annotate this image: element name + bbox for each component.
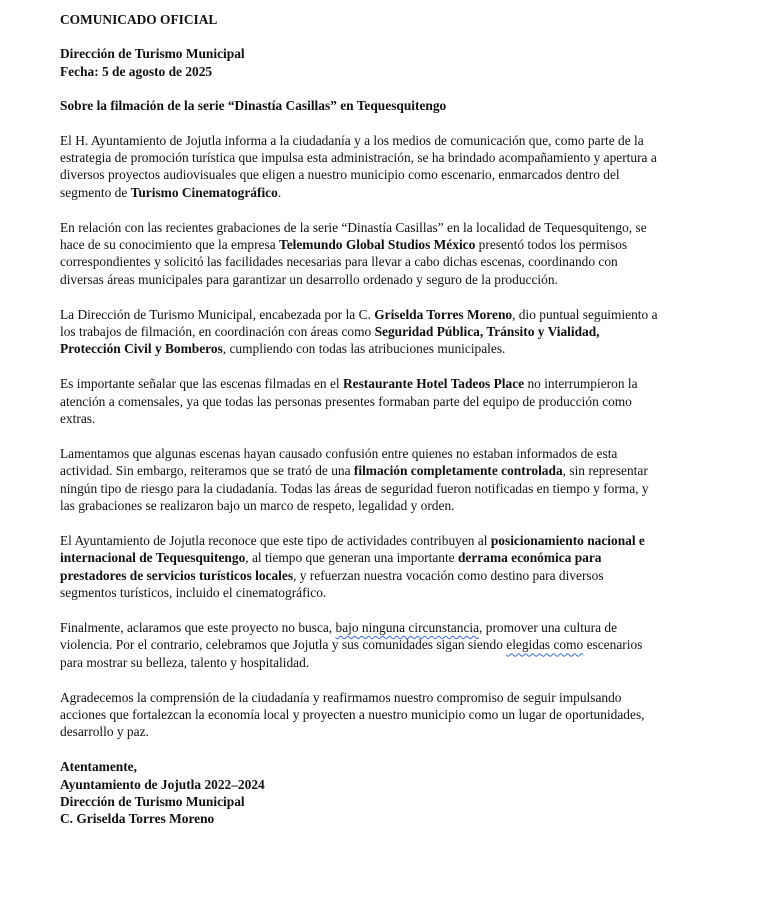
paragraph-7-text-1: Finalmente, aclaramos que este proyecto no busca, [60, 619, 336, 635]
paragraph-4-bold-1: Restaurante Hotel Tadeos Place [342, 376, 525, 392]
paragraph-8-text-1: Agradecemos la comprensión de la ciudadanía y reafirmamos nuestro compromiso de seguir impulsando acciones que fortalezcan la economía local y proyecten a nuestro municipio como un lugar de oportunidades, desarrollo y paz. [60, 689, 645, 740]
paragraph-6-text-1: El Ayuntamiento de Jojutla reconoce que este tipo de actividades contribuyen al [60, 532, 491, 548]
signature-name: C. Griselda Torres Moreno [60, 811, 215, 827]
signature-org: Ayuntamiento de Jojutla 2022–2024 [60, 776, 265, 792]
paragraph-3-text-2: , dio puntual seguimiento a los trabajos de filmación, en coordinación con áreas como [60, 306, 658, 340]
signature-closing: Atentamente, [60, 759, 137, 775]
paragraph-6-bold-1: posicionamiento nacional e internacional de Tequesquitengo [60, 532, 645, 566]
document-subject: Sobre la filmación de la serie “Dinastía Casillas” en Tequesquitengo [60, 98, 447, 114]
paragraph-4 [60, 375, 660, 427]
paragraph-6 [60, 532, 660, 602]
paragraph-2 [60, 219, 660, 289]
spellcheck-underlined-text-2[interactable]: elegidas como [506, 637, 584, 653]
paragraph-1 [60, 132, 660, 202]
paragraph-5 [60, 445, 660, 515]
paragraph-5-bold-1: filmación completamente controlada [353, 463, 563, 479]
paragraph-6-text-3: , y refuerzan nuestra vocación como destino para diversos segmentos turísticos, incluido el cinematográfico. [60, 567, 604, 601]
signature-block [60, 758, 660, 828]
paragraph-8 [60, 689, 660, 741]
paragraph-1-text-2: . [277, 184, 282, 200]
paragraph-1-bold-1: Turismo Cinematográfico [130, 184, 278, 200]
paragraph-2-text-2: presentó todos los permisos correspondientes y solicitó las facilidades necesarias para llevar a cabo dichas escenas, coordinando con diversas áreas municipales para garantizar un desarrollo ordenado y seguro de la producción. [60, 237, 628, 287]
header-date: Fecha: 5 de agosto de 2025 [60, 63, 213, 79]
paragraph-7-text-3: escenarios para mostrar su belleza, talento y hospitalidad. [60, 637, 643, 670]
paragraph-1-text-1: El H. Ayuntamiento de Jojutla informa a la ciudadanía y a los medios de comunicación que, como parte de la estrategia de promoción turística que impulsa esta administración, se ha brindado acompañamiento y apertura a diversos proyectos audiovisuales que eligen a nuestro municipio como escenario, enmarcados dentro del segmento de [60, 132, 657, 200]
paragraph-3-bold-2: Seguridad Pública, Tránsito y Vialidad, Protección Civil y Bomberos [60, 324, 600, 357]
paragraph-6-bold-2: derrama económica para prestadores de servicios turísticos locales [60, 550, 602, 583]
paragraph-4-text-2: no interrumpieron la atención a comensales, ya que todas las personas presentes formaban parte del equipo de producción como extras. [60, 376, 638, 427]
spellcheck-underlined-text-1[interactable]: bajo ninguna circunstancia [335, 619, 480, 635]
paragraph-3-bold-1: Griselda Torres Moreno [374, 306, 513, 322]
paragraph-3 [60, 306, 660, 358]
document-page [60, 11, 660, 828]
paragraph-3-text-3: , cumpliendo con todas las atribuciones municipales. [222, 341, 506, 357]
paragraph-2-text-1: En relación con las recientes grabaciones de la serie “Dinastía Casillas” en la localidad de Tequesquitengo, se hace de su conocimiento que la empresa [60, 219, 647, 253]
paragraph-7-text-2: , promover una cultura de violencia. Por el contrario, celebramos que Jojutla y sus comunidades sigan siendo [60, 619, 618, 653]
signature-office: Dirección de Turismo Municipal [60, 793, 245, 809]
paragraph-3-text-1: La Dirección de Turismo Municipal, encabezada por la C. [60, 306, 375, 322]
document-header [60, 45, 660, 80]
document-heading: COMUNICADO OFICIAL [60, 12, 218, 27]
paragraph-5-text-2: , sin representar ningún tipo de riesgo para la ciudadanía. Todas las áreas de seguridad fueron notificadas en tiempo y forma, y las grabaciones se realizaron bajo un marco de respeto, legalidad y orden. [60, 463, 649, 514]
header-office: Dirección de Turismo Municipal [60, 46, 245, 62]
paragraph-5-text-1: Lamentamos que algunas escenas hayan causado confusión entre quienes no estaban informados de esta actividad. Sin embargo, reiteramos que se trató de una [60, 445, 618, 479]
paragraph-4-text-1: Es importante señalar que las escenas filmadas en el [60, 376, 343, 392]
paragraph-7 [60, 619, 660, 671]
paragraph-2-bold-1: Telemundo Global Studios México [279, 237, 476, 253]
paragraph-6-text-2: , al tiempo que generan una importante [245, 550, 458, 566]
